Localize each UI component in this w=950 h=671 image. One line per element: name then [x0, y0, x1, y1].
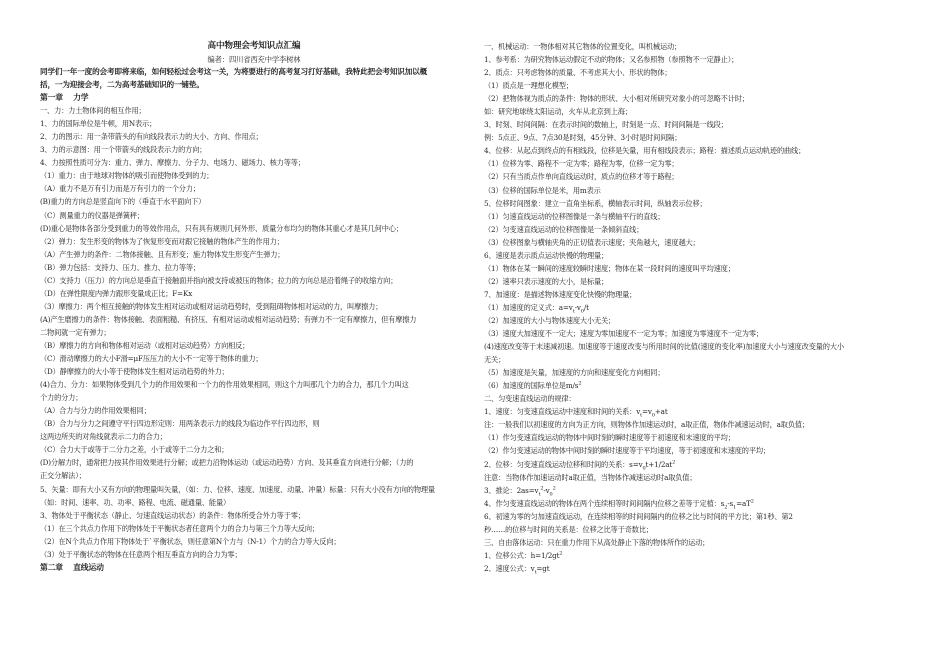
text-line: 例：5点正、9点、7点30是时刻，45分钟、3小时是时间间隔；: [484, 133, 682, 143]
text-line: 二、匀变速直线运动的规律：: [484, 394, 576, 404]
text-line: 注：一般我们以初速度的方向为正方向，则物体作加速运动时，a取正值，物体作减速运动时，a取负值；: [484, 420, 809, 430]
text-line: (D)重心是物体各部分受到重力的等效作用点，只有具有规则几何外形、质量分布均匀的物体其重心才是其几何中心；: [40, 223, 403, 233]
text-line: （A）产生弹力的条件：二物体接触、且有形变；施力物体发生形变产生弹力；: [40, 249, 285, 259]
text-line: （2）把物体视为质点的条件：物体的形状、大小相对所研究对象小的可忽略不计时；: [484, 94, 749, 104]
text-line: 1、位移公式：$h=1/2gt^2$: [484, 550, 563, 560]
text-line: 1、参考系：为研究物体运动假定不动的物体；又名参照物（参照物不一定静止）；: [484, 55, 739, 65]
text-line: （1）位移为零、路程不一定为零；路程为零，位移一定为零；: [484, 159, 679, 169]
text-line: 一、力：力土物体间的相互作用；: [40, 106, 146, 116]
text-line: （2）在N个共点力作用下物体处于`平衡状态，则任意第N个力与（N-1）个力的合力等大反向；: [40, 536, 341, 546]
text-line: （5）加速度是矢量，加速度的方向和速度变化方向相同；: [484, 368, 665, 378]
text-line: 这两边所夹的对角线就表示二力的合力；: [40, 432, 167, 442]
right-column: [484, 40, 916, 575]
text-line: 2、质点：只考虑物体的质量、不考虑其大小、形状的物体；: [484, 68, 672, 78]
text-line: 3、物体处于平衡状态（静止、匀速直线运动状态）的条件：物体所受合外力等于零；: [40, 510, 305, 520]
text-line: 4、力按照性质可分为：重力、弹力、摩擦力、分子力、电场力、磁场力、核力等等；: [40, 158, 305, 168]
text-line: （B）摩擦力的方向和物体相对运动（或相对运动趋势）方向相反；: [40, 340, 250, 350]
document-title: 高中物理会考知识点汇编: [207, 41, 301, 51]
text-line: 3、力的示意图：用一个带箭头的线段表示力的方向；: [40, 145, 207, 155]
text-line: （3）位移的国际单位是米，用m表示: [484, 185, 601, 195]
text-line: 5、位移时间图象：建立一直角坐标系，横轴表示时间，纵轴表示位移；: [484, 198, 707, 208]
right-body: [484, 40, 916, 575]
text-line: 7、加速度：是描述物体速度变化快慢的物理量；: [484, 289, 637, 299]
chapter-heading: 第二章 直线运动: [40, 562, 104, 572]
text-line: （6）加速度的国际单位是$m/s^2$: [484, 380, 582, 391]
text-line: 一、机械运动：一物体相对其它物体的位置变化，叫机械运动；: [484, 42, 682, 51]
text-line: 6、初速为零的匀加速直线运动，在连续相等的时间间隔内的位移之比与时间的平方比；第1秒、第2: [484, 511, 793, 521]
text-line: 注意：当物体作加速运动时a取正值，当物体作减速运动时a取负值；: [484, 472, 697, 482]
text-line: （A）重力不是万有引力而是万有引力的一个分力；: [40, 184, 200, 194]
text-line: （2）弹力：发生形变的物体为了恢复形变而对跟它接触的物体产生的作用力；: [40, 236, 284, 246]
text-line: (4)速度改变等于末速减初速。加速度等于速度改变与所用时间的比值(速度的变化率)加速度大小与速度改变量的大小: [484, 342, 844, 352]
text-line: （2）速率只表示速度的大小，是标量；: [484, 276, 609, 286]
text-line: （2）匀变速直线运动的位移图像是一条倾斜直线；: [484, 224, 644, 234]
text-line: （1）作匀变速直线运动的物体中间时刻的瞬时速度等于初速度和末速度的平均；: [484, 433, 735, 443]
text-line: （2）只有当质点作单向直线运动时，质点的位移才等于路程；: [484, 172, 679, 182]
text-line: （1）重力：由于地球对物体的吸引而使物体受到的力；: [40, 171, 214, 181]
text-line: 5、矢量：即有大小又有方向的物理量叫矢量，（如：力、位移、速度、加速度、动量、冲量）标量：只有大小没有方向的物理量: [40, 484, 435, 494]
text-line: 2、力的图示：用一条带箭头的有向线段表示力的大小、方向、作用点；: [40, 132, 263, 142]
text-line: 如：研究地球绕太阳运动，火车从北京到上海；: [484, 107, 632, 117]
text-line: （2）加速度的大小与物体速度大小无关；: [484, 315, 616, 325]
left-column: [40, 40, 468, 574]
text-line: 3、推论：$2as=v_t^2-v_0^2$: [484, 485, 556, 497]
text-line: 二物间就一定有弹力；: [40, 327, 111, 337]
text-line: （C）支持力（压力）的方向总是垂直于接触面并指向被支持或被压的物体；拉力的方向总是沿着绳子的收缩方向；: [40, 275, 398, 285]
text-line: 无关；: [484, 355, 506, 365]
text-line: （1）匀速直线运动的位移图像是一条与横轴平行的直线；: [484, 211, 665, 221]
text-line: （A）合力与分力的作用效果相同；: [40, 406, 151, 416]
text-line: （B）合力与分力之间遵守平行四边形定则：用两条表示力的线段为临边作平行四边形，则: [40, 419, 320, 429]
document-author: 编者：四川省西充中学李树林: [207, 55, 301, 65]
text-line: 正交分解法）；: [40, 471, 86, 481]
text-line: （B）弹力包括：支持力、压力、推力、拉力等等；: [40, 262, 200, 272]
text-line: （3）位移图象与横轴夹角的正切值表示速度；夹角越大，速度越大；: [484, 237, 700, 247]
text-line: （C）滑动摩擦力的大小F滑=μF压压力的大小不一定等于物体的重力；: [40, 354, 263, 364]
text-line: （1）在三个共点力作用下的物体处于平衡状态者任意两个力的合力与第三个力等大反向；: [40, 523, 319, 533]
text-line: （C）测量重力的仪器是弹簧秤；: [40, 210, 144, 220]
text-line: 3、时刻、时间间隔：在表示时间的数轴上，时刻是一点、时间间隔是一线段；: [484, 120, 728, 130]
text-line: 2、速度公式：$v_t=gt$: [484, 563, 550, 575]
text-line: (D)分解力时，通常把力按其作用效果进行分解；或把力沿物体运动（或运动趋势）方向、及其垂直方向进行分解；（力的: [40, 458, 414, 468]
text-line: （C）合力大于或等于二分力之差，小于或等于二分力之和；: [40, 445, 229, 455]
text-line: （3）速度大加速度不一定大；速度为零加速度不一定为零；加速度为零速度不一定为零；: [484, 329, 763, 339]
text-line: 秒……的位移与时间的关系是：位移之比等于奇数比；: [484, 524, 653, 534]
text-line: （1）质点是一理想化模型；: [484, 81, 573, 91]
text-line: （如：时间、速率、功、功率、路程、电流、磁通量、能量）: [40, 497, 231, 507]
intro-line: 括，一为迎接会考，二为高考基础知识的一铺垫。: [40, 79, 204, 89]
text-line: (4)合力、分力：如果物体受到几个力的作用效果和一个力的作用效果相同，则这个力叫那几个力的合力，那几个力叫这: [40, 380, 409, 390]
text-line: 2、位移：匀变速直线运动位移和时间的关系：$s=v_0t+1/2at^2$: [484, 459, 676, 471]
text-line: 三、自由落体运动：只在重力作用下从高处静止下落的物体所作的运动；: [484, 537, 710, 547]
text-line: 4、位移：从起点到终点的有相线段，位移是矢量，用有相线段表示；路程：描述质点运动轨迹的曲线；: [484, 146, 806, 156]
text-line: （3）摩擦力：两个相互接触的物体发生相对运动或相对运动趋势时，受到阻碍物体相对运动的力，叫摩擦力；: [40, 301, 383, 311]
text-line: (A)产生磨擦力的条件：物体接触、表面粗糙、有挤压、有相对运动或相对运动趋势；有弹力不一定有摩擦力，但有摩擦力: [40, 314, 417, 324]
text-line: 1、力的国际单位是牛顿，用N表示；: [40, 119, 157, 129]
text-line: （D）在弹性限度内弹力跟形变量成正比；F=Kx: [40, 288, 193, 298]
text-line: 6、速度是表示质点运动快慢的物理量；: [484, 250, 609, 260]
text-line: （1）加速度的定义式：$a=v_t-v_0/t$: [484, 302, 589, 314]
text-line: 个力的分力；: [40, 393, 83, 403]
text-line: 4、作匀变速直线运动的物体在两个连续相等时间间隔内位移之差等于定植：$s_2-s_1=aT^2$: [484, 498, 754, 510]
left-body: [40, 104, 468, 561]
chapter-heading: 第一章 力学: [40, 93, 89, 103]
text-line: (B)重力的方向总是竖直向下的（垂直于水平面向下）: [40, 197, 206, 207]
intro-line: 同学们一年一度的会考即将来临，如何轻松过会考这一关，为将要进行的高考复习打好基础，我特此把会考知识加以概: [40, 67, 428, 77]
intro-paragraph: [40, 66, 468, 91]
text-line: （D）静摩擦力的大小等于使物体发生相对运动趋势的外力；: [40, 367, 229, 377]
text-line: 1、速度：匀变速直线运动中速度和时间的关系：$v_t=v_0+at$: [484, 407, 668, 419]
text-line: （2）作匀变速运动的物体中间时刻的瞬时速度等于平均速度，等于初速度和末速度的平均；: [484, 446, 770, 456]
text-line: （1）物体在某一瞬间的速度较瞬时速度；物体在某一段时间的速度叫平均速度；: [484, 263, 735, 273]
text-line: （3）处于平衡状态的物体在任意两个相互垂直方向的合力为零；: [40, 549, 242, 559]
